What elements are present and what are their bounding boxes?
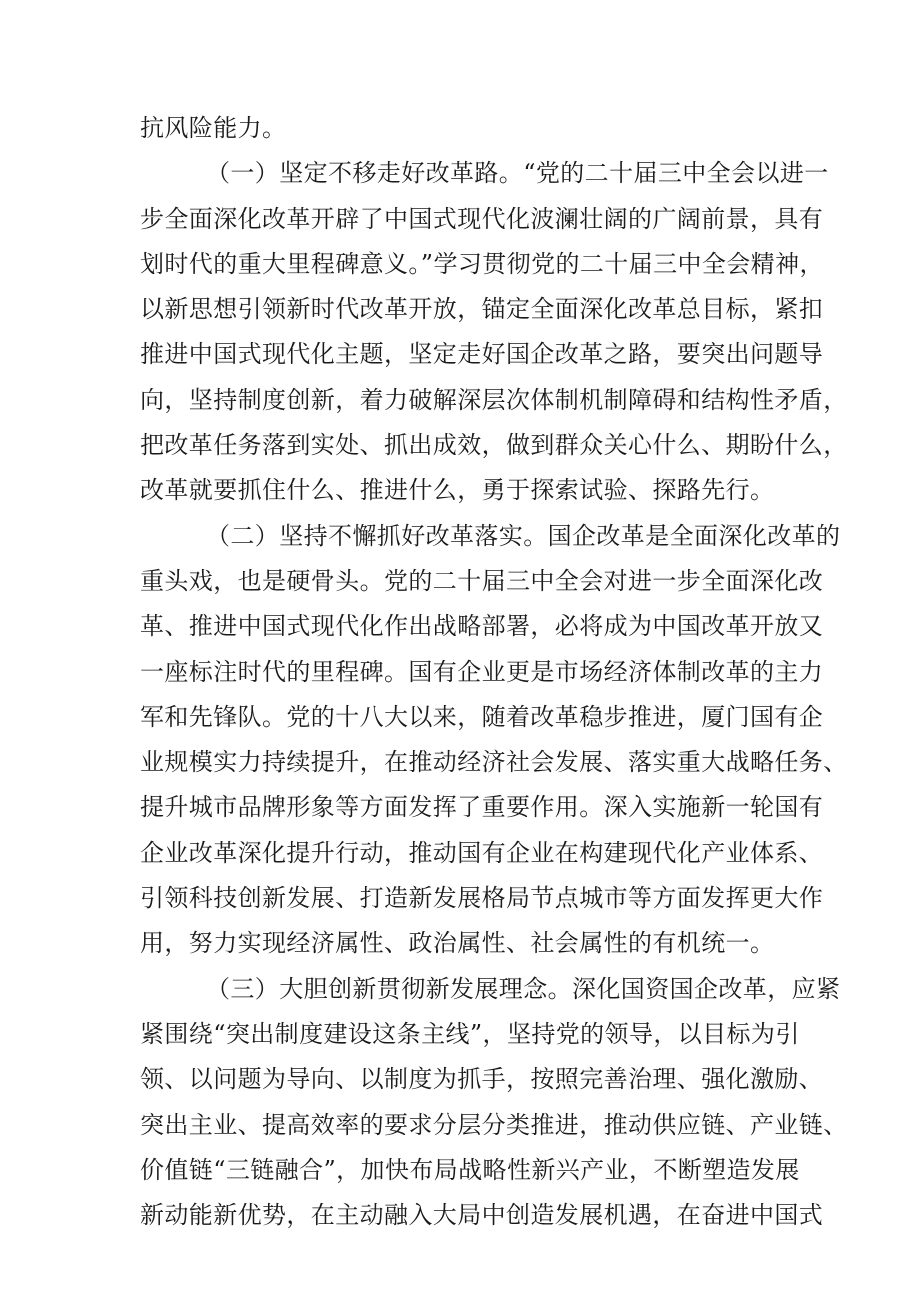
text-line: 划时代的重大里程碑意义。”学习贯彻党的二十届三中全会精神， — [140, 249, 824, 278]
section-heading-line: （二）坚持不懈抓好改革落实。国企改革是全面深化改革的 — [206, 521, 841, 550]
text-line: 步全面深化改革开辟了中国式现代化波澜壮阔的广阔前景，具有 — [140, 204, 824, 233]
text-line: 领、以问题为导向、以制度为抓手，按照完善治理、强化激励、 — [140, 1065, 824, 1094]
text-line: 一座标注时代的里程碑。国有企业更是市场经济体制改革的主力 — [140, 657, 824, 686]
section-heading-line: （三）大胆创新贯彻新发展理念。深化国资国企改革，应紧 — [206, 974, 841, 1003]
text-line: 重头戏，也是硬骨头。党的二十届三中全会对进一步全面深化改 — [140, 566, 824, 595]
text-line: 以新思想引领新时代改革开放，锚定全面深化改革总目标，紧扣 — [140, 295, 824, 324]
text-line: 引领科技创新发展、打造新发展格局节点城市等方面发挥更大作 — [140, 884, 824, 913]
text-line: 企业改革深化提升行动，推动国有企业在构建现代化产业体系、 — [140, 838, 824, 867]
text-line: 用，努力实现经济属性、政治属性、社会属性的有机统一。 — [140, 929, 775, 958]
text-line: 改革就要抓住什么、推进什么，勇于探索试验、探路先行。 — [140, 476, 775, 505]
text-line: 新动能新优势，在主动融入大局中创造发展机遇，在奋进中国式 — [140, 1201, 824, 1230]
text-line: 价值链“三链融合”，加快布局战略性新兴产业，不断塑造发展 — [140, 1155, 800, 1184]
text-line: 向，坚持制度创新，着力破解深层次体制机制障碍和结构性矛盾， — [140, 385, 848, 414]
section-heading-line: （一）坚定不移走好改革路。“党的二十届三中全会以进一 — [206, 159, 829, 188]
text-line: 推进中国式现代化主题，坚定走好国企改革之路，要突出问题导 — [140, 340, 824, 369]
document-body — [140, 106, 848, 1238]
text-line: 抗风险能力。 — [140, 114, 287, 142]
text-line: 革、推进中国式现代化作出战略部署，必将成为中国改革开放又 — [140, 612, 824, 641]
text-line: 军和先锋队。党的十八大以来，随着改革稳步推进，厦门国有企 — [140, 702, 824, 731]
text-line: 提升城市品牌形象等方面发挥了重要作用。深入实施新一轮国有 — [140, 793, 824, 822]
text-line: 突出主业、提高效率的要求分层分类推进，推动供应链、产业链、 — [140, 1110, 848, 1139]
text-line: 业规模实力持续提升，在推动经济社会发展、落实重大战略任务、 — [140, 748, 848, 777]
text-line: 紧围绕“突出制度建设这条主线”，坚持党的领导，以目标为引 — [140, 1019, 800, 1048]
text-line: 把改革任务落到实处、抓出成效，做到群众关心什么、期盼什么， — [140, 431, 848, 460]
